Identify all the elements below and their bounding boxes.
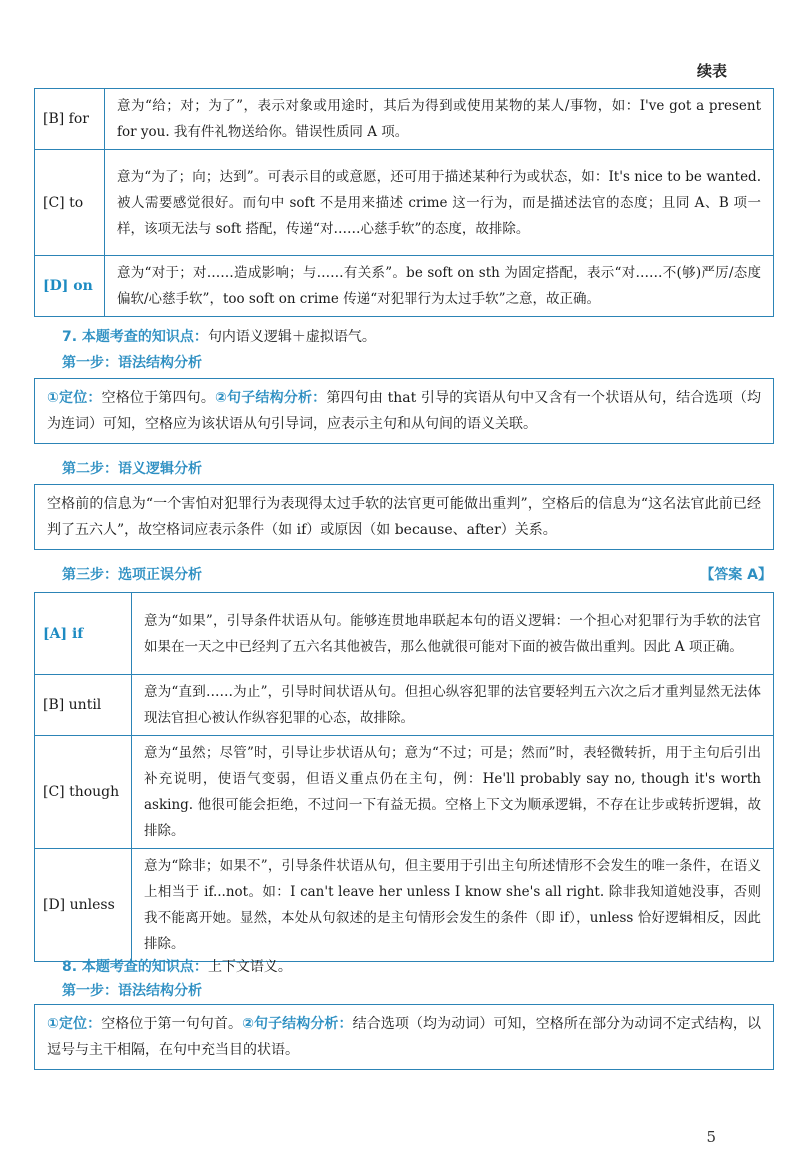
- option-explanation: 意为“给；对；为了”，表示对象或用途时，其后为得到或使用某物的某人/事物，如：I've got a present for you. 我有件礼物送给你。错误性质同 A 项。: [105, 89, 774, 150]
- analysis-box: [34, 1004, 774, 1070]
- option-label-correct: [A] if: [35, 593, 132, 675]
- structure-text: 第四句由 that 引导的宾语从句中又含有一个状语从句，结合选项（均为连词）可知，空格应为该状语从句引导词，应表示主句和从句间的语义关联。: [47, 390, 762, 432]
- question-8-heading: [62, 956, 292, 978]
- structure-tag: ②句子结构分析：: [242, 1016, 353, 1032]
- question-topic: 上下文语义。: [207, 959, 292, 975]
- option-label: [B] until: [35, 675, 132, 736]
- table-row: [35, 89, 774, 150]
- options-table-q6: [34, 88, 774, 317]
- option-explanation: 意为“对于；对……造成影响；与……有关系”。be soft on sth 为固定搭配，表示“对……不(够)严厉/态度偏软/心慈手软”，too soft on crime 传递“对犯罪行为太过手软”之意，故正确。: [105, 256, 774, 317]
- analysis-box: 空格前的信息为“一个害怕对犯罪行为表现得太过手软的法官更可能做出重判”，空格后的信息为“这名法官此前已经判了五六人”，故空格词应表示条件（如 if）或原因（如 because、after）关系。: [34, 484, 774, 550]
- question-topic: 句内语义逻辑＋虚拟语气。: [207, 329, 376, 345]
- option-explanation: 意为“除非；如果不”，引导条件状语从句，但主要用于引出主句所述情形不会发生的唯一条件，在语义上相当于 if...not。如：I can't leave her unless I know she's all right. 除非我知道她没事，否则我不能离开她。显然，本处从句叙述的是主句情形会发生的条件（即 if），unless 恰好逻辑相反，因此排除。: [132, 849, 774, 962]
- option-explanation: 意为“虽然；尽管”时，引导让步状语从句；意为“不过；可是；然而”时，表轻微转折，用于主句后引出补充说明，使语气变弱，但语义重点仍在主句，例：He'll probably say no, though it's worth asking. 他很可能会拒绝，不过问一下有益无损。空格上下文为顺承逻辑，不存在让步或转折逻辑，故排除。: [132, 736, 774, 849]
- step-title: 第二步：语义逻辑分析: [62, 461, 202, 477]
- option-label: [D] unless: [35, 849, 132, 962]
- answer-badge: 【答案 A】: [700, 567, 772, 583]
- analysis-box: [34, 378, 774, 444]
- table-row: [35, 150, 774, 256]
- table-row: [35, 593, 774, 675]
- table-row: [35, 849, 774, 962]
- question-7-heading: [62, 326, 376, 348]
- table-row: [35, 256, 774, 317]
- option-label: [C] to: [35, 150, 105, 256]
- step-title: 第三步：选项正误分析: [62, 567, 202, 583]
- locate-tag: ①定位：: [47, 1016, 102, 1032]
- step-title: 第一步：语法结构分析: [62, 355, 202, 371]
- locate-tag: ①定位：: [47, 390, 102, 406]
- continued-label: 续表: [696, 62, 727, 80]
- step-title: 第一步：语法结构分析: [62, 983, 202, 999]
- option-label: [B] for: [35, 89, 105, 150]
- option-label: [C] though: [35, 736, 132, 849]
- structure-tag: ②句子结构分析：: [215, 390, 327, 406]
- locate-text: 空格位于第一句句首。: [101, 1016, 243, 1032]
- table-row: [35, 675, 774, 736]
- table-row: [35, 736, 774, 849]
- options-table-q7: [34, 592, 774, 962]
- locate-text: 空格位于第四句。: [101, 390, 216, 406]
- option-explanation: 意为“直到……为止”，引导时间状语从句。但担心纵容犯罪的法官要轻判五六次之后才重判显然无法体现法官担心被认作纵容犯罪的心态，故排除。: [132, 675, 774, 736]
- option-explanation: 意为“如果”，引导条件状语从句。能够连贯地串联起本句的语义逻辑：一个担心对犯罪行为手软的法官如果在一天之中已经判了五六名其他被告，那么他就很可能对下面的被告做出重判。因此 A 项正确。: [132, 593, 774, 675]
- question-prefix: 7. 本题考查的知识点：: [62, 329, 208, 345]
- option-label-correct: [D] on: [35, 256, 105, 317]
- page-number: 5: [706, 1128, 716, 1146]
- structure-text: 结合选项（均为动词）可知，空格所在部分为动词不定式结构，以逗号与主干相隔，在句中充当目的状语。: [47, 1016, 762, 1058]
- option-explanation: 意为“为了；向；达到”。可表示目的或意愿，还可用于描述某种行为或状态，如：It's nice to be wanted. 被人需要感觉很好。而句中 soft 不是用来描述 crime 这一行为，而是描述法官的态度；且同 A、B 项一样，该项无法与 soft 搭配，传递“对……心慈手软”的态度，故排除。: [105, 150, 774, 256]
- question-prefix: 8. 本题考查的知识点：: [62, 959, 208, 975]
